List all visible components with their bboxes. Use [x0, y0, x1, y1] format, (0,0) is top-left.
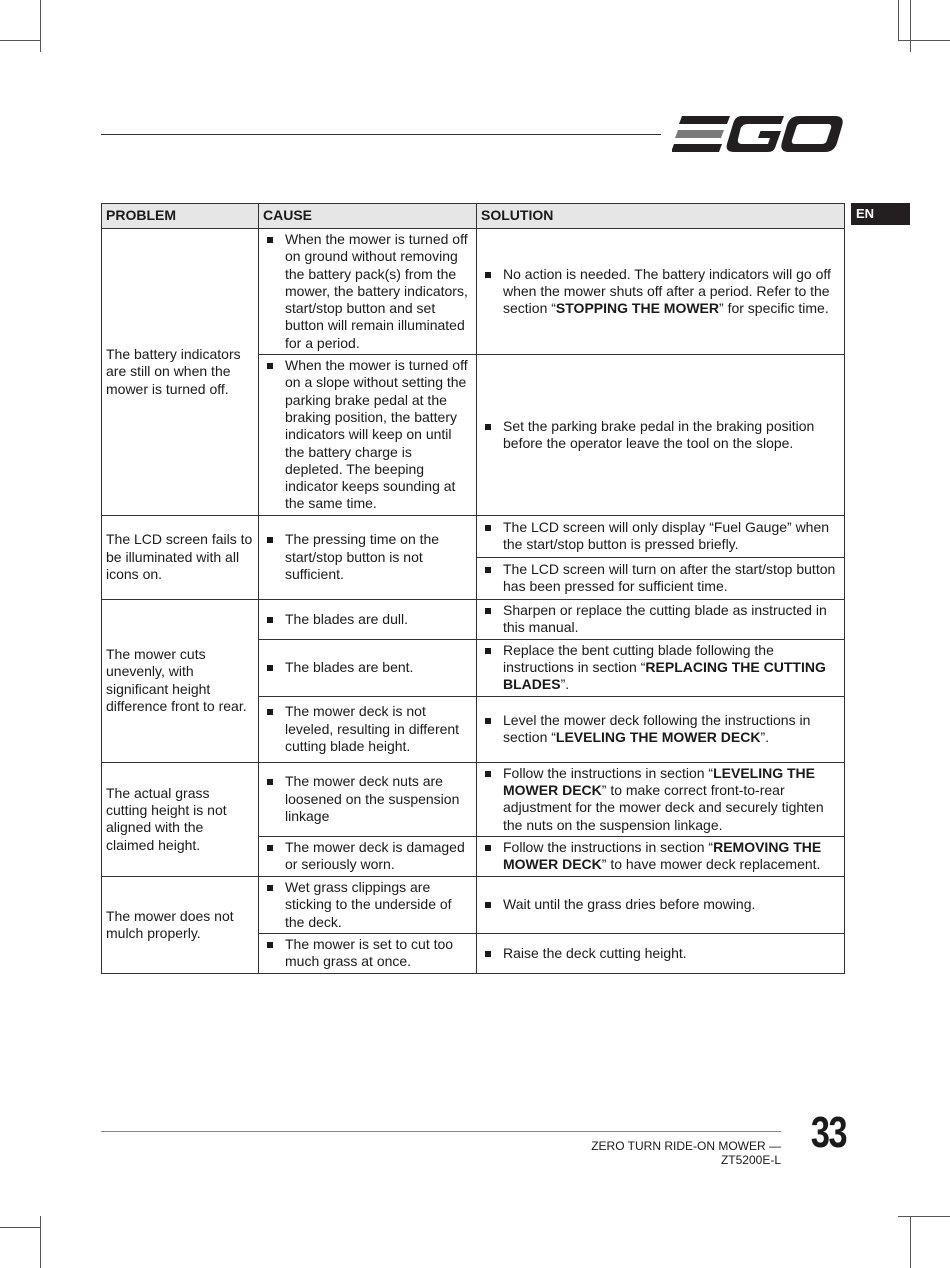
solution-text: [503, 896, 840, 913]
cause-bullet: [263, 357, 472, 513]
text-run: Level the mower deck following the instructions in section “: [503, 711, 811, 746]
cause-text: The mower deck is not leveled, resulting in different cutting blade height.: [285, 703, 460, 754]
cause-cell: [259, 762, 477, 836]
table-row: [102, 762, 845, 836]
text-run: The LCD screen will only display “Fuel Gauge” when the start/stop button is pressed briefly.: [503, 518, 830, 553]
bullet-square-icon: [485, 845, 491, 851]
bullet-square-icon: [485, 902, 491, 908]
text-run: Follow the instructions in section “: [503, 839, 714, 856]
bullet-square-icon: [485, 608, 491, 614]
bullet-square-icon: [267, 885, 273, 891]
cause-cell: [259, 696, 477, 762]
solution-text: [503, 561, 840, 596]
bullet-square-icon: [485, 424, 491, 430]
cause-text: The mower is set to cut too much grass at once.: [285, 936, 454, 970]
solution-bullet: [481, 561, 840, 596]
text-run: Wait until the grass dries before mowing.: [503, 896, 756, 913]
footer-rule: [101, 1131, 781, 1132]
solution-bullet: [481, 418, 840, 453]
bullet-square-icon: [485, 771, 491, 777]
problem-cell: The mower does not mulch properly.: [102, 876, 259, 973]
bullet-square-icon: [485, 718, 491, 724]
crop-mark: [40, 0, 41, 52]
solution-text: [503, 266, 840, 318]
bullet-square-icon: [485, 525, 491, 531]
solution-text: [503, 765, 840, 834]
solution-text: [503, 519, 840, 554]
bullet-square-icon: [267, 779, 273, 785]
solution-cell: [477, 515, 845, 557]
problem-cell: The mower cuts unevenly, with significant height difference front to rear.: [102, 599, 259, 762]
cause-text: Wet grass clippings are sticking to the underside of the deck.: [285, 878, 452, 930]
bullet-square-icon: [267, 537, 273, 543]
crop-mark: [910, 0, 911, 52]
table-body: [102, 229, 845, 974]
solution-cell: [477, 933, 845, 973]
table-row: [102, 229, 845, 355]
crop-mark: [898, 1216, 950, 1217]
text-run: ” to make correct front-to-rear adjustment for the mower deck and securely tighten the nuts on the suspension linkage.: [503, 782, 824, 833]
solution-cell: [477, 229, 845, 355]
problem-cell: The actual grass cutting height is not aligned with the claimed height.: [102, 762, 259, 876]
text-run: ” to have mower deck replacement.: [601, 856, 821, 873]
bullet-square-icon: [267, 363, 273, 369]
crop-mark: [898, 0, 899, 40]
text-run: ”.: [560, 676, 570, 693]
cause-bullet: [263, 611, 472, 628]
cause-bullet: [263, 659, 472, 676]
header-rule: [101, 134, 661, 135]
bullet-square-icon: [267, 665, 273, 671]
cause-bullet: [263, 879, 472, 931]
cause-cell: [259, 355, 477, 516]
crop-mark: [0, 1227, 40, 1228]
bullet-square-icon: [485, 567, 491, 573]
cause-text: The mower deck nuts are loosened on the suspension linkage: [285, 773, 460, 824]
solution-bullet: [481, 519, 840, 554]
solution-text: [503, 839, 840, 874]
cause-bullet: [263, 703, 472, 755]
crop-mark: [898, 40, 950, 41]
ego-logo: [672, 112, 844, 156]
bullet-square-icon: [267, 845, 273, 851]
bullet-square-icon: [267, 709, 273, 715]
cause-cell: [259, 876, 477, 933]
cause-cell: [259, 836, 477, 876]
cause-text: The blades are dull.: [285, 610, 408, 627]
section-reference: REPLACING THE CUTTING BLADES: [503, 659, 826, 693]
table-row: [102, 599, 845, 639]
header-solution: SOLUTION: [477, 204, 845, 229]
troubleshooting-table: [101, 203, 845, 974]
solution-text: [503, 945, 840, 962]
header-cause: CAUSE: [259, 204, 477, 229]
text-run: Set the parking brake pedal in the braking position before the operator leave the tool on the slope.: [503, 417, 815, 451]
solution-cell: [477, 639, 845, 696]
cause-bullet: [263, 936, 472, 971]
solution-cell: [477, 696, 845, 762]
section-reference: LEVELING THE MOWER DECK: [555, 729, 761, 746]
footer-model-text: ZERO TURN RIDE-ON MOWER — ZT5200E-L: [591, 1139, 781, 1167]
bullet-square-icon: [485, 648, 491, 654]
text-run: Follow the instructions in section “: [503, 764, 714, 781]
cause-text: When the mower is turned off on a slope without setting the parking brake pedal at the braking position, the battery indicators will keep on until the battery charge is depleted. The beeping indicator keeps sounding at the same time.: [285, 357, 468, 512]
cause-cell: [259, 515, 477, 599]
solution-text: [503, 418, 840, 453]
solution-bullet: [481, 712, 840, 747]
text-run: Raise the deck cutting height.: [503, 944, 687, 961]
cause-cell: [259, 639, 477, 696]
cause-text: The blades are bent.: [285, 659, 414, 676]
section-reference: STOPPING THE MOWER: [555, 300, 720, 317]
solution-text: [503, 602, 840, 637]
text-run: ”.: [760, 729, 770, 746]
solution-cell: [477, 876, 845, 933]
solution-cell: [477, 836, 845, 876]
cause-cell: [259, 599, 477, 639]
bullet-square-icon: [267, 237, 273, 243]
solution-bullet: [481, 642, 840, 694]
problem-cell: The LCD screen fails to be illuminated with all icons on.: [102, 515, 259, 599]
solution-bullet: [481, 896, 840, 913]
solution-bullet: [481, 266, 840, 318]
bullet-square-icon: [267, 942, 273, 948]
bullet-square-icon: [485, 951, 491, 957]
cause-cell: [259, 933, 477, 973]
table-row: [102, 876, 845, 933]
header-problem: PROBLEM: [102, 204, 259, 229]
solution-bullet: [481, 839, 840, 874]
cause-text: The pressing time on the start/stop button is not sufficient.: [285, 531, 440, 582]
solution-cell: [477, 355, 845, 516]
cause-text: The mower deck is damaged or seriously worn.: [285, 839, 465, 873]
text-run: The LCD screen will turn on after the start/stop button has been pressed for sufficient time.: [503, 560, 836, 595]
section-reference: REMOVING THE MOWER DECK: [503, 839, 822, 873]
crop-mark: [0, 40, 40, 41]
crop-mark: [910, 1216, 911, 1268]
solution-bullet: [481, 602, 840, 637]
problem-cell: The battery indicators are still on when the mower is turned off.: [102, 229, 259, 516]
text-run: ” for specific time.: [719, 300, 829, 317]
solution-bullet: [481, 765, 840, 834]
table-row: [102, 515, 845, 557]
cause-bullet: [263, 231, 472, 352]
solution-cell: [477, 557, 845, 599]
solution-bullet: [481, 945, 840, 962]
solution-cell: [477, 762, 845, 836]
cause-bullet: [263, 839, 472, 874]
solution-text: [503, 712, 840, 747]
cause-bullet: [263, 773, 472, 825]
page-number: 33: [810, 1108, 846, 1157]
text-run: Sharpen or replace the cutting blade as instructed in this manual.: [503, 601, 827, 636]
text-run: Replace the bent cutting blade following the instructions in section “: [503, 641, 774, 676]
cause-cell: [259, 229, 477, 355]
bullet-square-icon: [267, 617, 273, 623]
crop-mark: [40, 1216, 41, 1268]
text-run: No action is needed. The battery indicators will go off when the mower shuts off after a period. Refer to the section “: [503, 265, 831, 317]
bullet-square-icon: [485, 272, 491, 278]
language-tab: EN: [851, 203, 910, 225]
solution-text: [503, 642, 840, 694]
cause-bullet: [263, 531, 472, 583]
solution-cell: [477, 599, 845, 639]
section-reference: LEVELING THE MOWER DECK: [503, 764, 815, 799]
cause-text: When the mower is turned off on ground without removing the battery pack(s) from the mower, the battery indicators, start/stop button and set button will remain illuminated for a period.: [285, 231, 468, 351]
table-header-row: [102, 204, 845, 229]
